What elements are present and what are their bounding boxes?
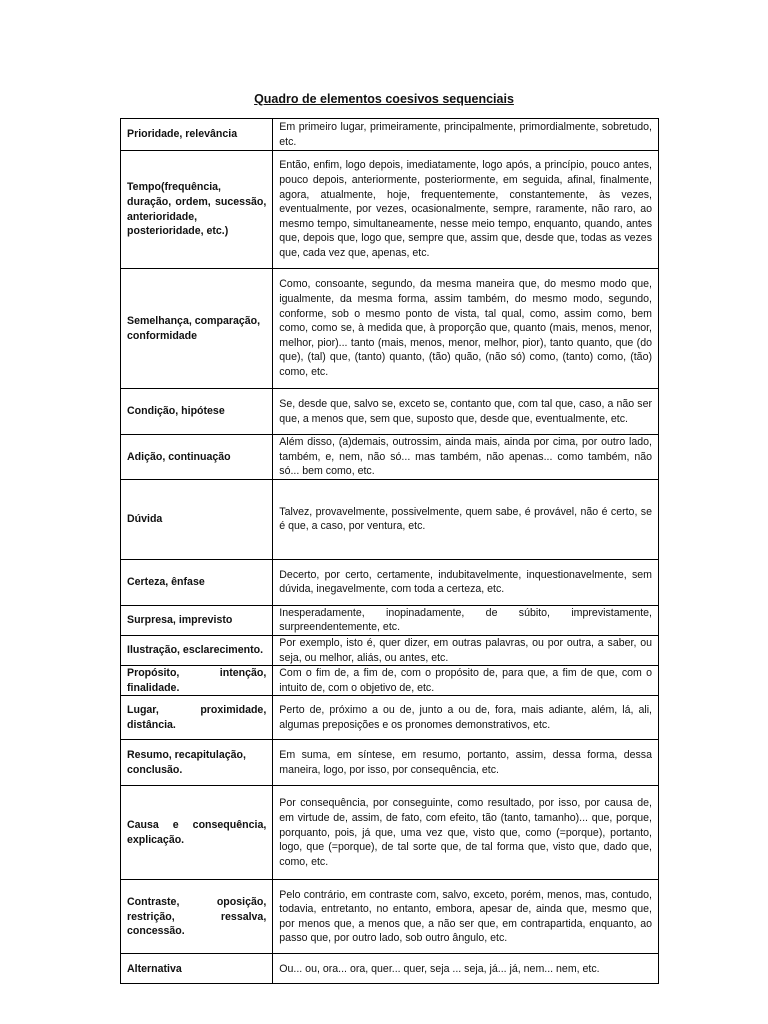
table-row xyxy=(121,151,659,269)
category-cell: Tempo(frequência, duração, ordem, sucessão, anterioridade, posterioridade, etc.) xyxy=(121,151,273,269)
category-cell: Causa e consequência, explicação. xyxy=(121,786,273,880)
category-cell: Certeza, ênfase xyxy=(121,559,273,605)
elements-cell: Em primeiro lugar, primeiramente, principalmente, primordialmente, sobretudo, etc. xyxy=(273,119,659,151)
elements-cell: Por consequência, por conseguinte, como resultado, por isso, por causa de, em virtude de, assim, de fato, com efeito, tão (tanto, tamanho)... que, porque, porquanto, pois, já que, uma vez que, visto que, como (=porque), portanto, logo, que (=porque), de tal sorte que, de tal forma que, visto que, dado que, como, etc. xyxy=(273,786,659,880)
category-cell: Prioridade, relevância xyxy=(121,119,273,151)
table-row xyxy=(121,479,659,559)
elements-cell: Se, desde que, salvo se, exceto se, contanto que, com tal que, caso, a não ser que, a menos que, sem que, suposto que, desde que, eventualmente, etc. xyxy=(273,389,659,435)
table-row xyxy=(121,119,659,151)
table-row xyxy=(121,635,659,665)
elements-cell: Além disso, (a)demais, outrossim, ainda mais, ainda por cima, por outro lado, também, e, nem, não só... mas também, não apenas... como também, não só... bem como, etc. xyxy=(273,435,659,480)
category-cell: Alternativa xyxy=(121,954,273,984)
elements-cell: Como, consoante, segundo, da mesma maneira que, do mesmo modo que, igualmente, da mesma forma, assim também, do mesmo modo, segundo, conforme, sob o mesmo ponto de vista, tal qual, como, assim como, bem como, como se, à medida que, à proporção que, quanto (mais, menos, menor, melhor, pior)... tanto (mais, menos, menor, melhor, pior), tanto quanto, que (do que), (tal) que, (tanto) quanto, (tão) quão, (não só) como, (tanto) como, (tão) como, etc. xyxy=(273,269,659,389)
elements-cell: Com o fim de, a fim de, com o propósito de, para que, a fim de que, com o intuito de, com o objetivo de, etc. xyxy=(273,666,659,696)
table-row xyxy=(121,559,659,605)
category-cell: Dúvida xyxy=(121,479,273,559)
category-cell: Semelhança, comparação, conformidade xyxy=(121,269,273,389)
cohesive-elements-table xyxy=(120,118,659,984)
table-row xyxy=(121,435,659,480)
table-row xyxy=(121,880,659,954)
elements-cell: Então, enfim, logo depois, imediatamente, logo após, a princípio, pouco antes, pouco depois, anteriormente, posteriormente, em seguida, afinal, finalmente, agora, atualmente, hoje, frequentemente, constantemente, às vezes, eventualmente, por vezes, ocasionalmente, sempre, raramente, não raro, ao mesmo tempo, simultaneamente, nesse meio tempo, enquanto, quando, antes que, depois que, logo que, sempre que, assim que, desde que, todas as vezes que, cada vez que, apenas, etc. xyxy=(273,151,659,269)
category-cell: Resumo, recapitulação, conclusão. xyxy=(121,740,273,786)
table-row xyxy=(121,269,659,389)
table-row xyxy=(121,605,659,635)
table-row xyxy=(121,954,659,984)
table-row xyxy=(121,740,659,786)
category-cell: Ilustração, esclarecimento. xyxy=(121,635,273,665)
category-cell: Condição, hipótese xyxy=(121,389,273,435)
category-cell: Propósito, intenção, finalidade. xyxy=(121,666,273,696)
table-row xyxy=(121,666,659,696)
elements-cell: Decerto, por certo, certamente, indubitavelmente, inquestionavelmente, sem dúvida, inegavelmente, com toda a certeza, etc. xyxy=(273,559,659,605)
elements-cell: Ou... ou, ora... ora, quer... quer, seja ... seja, já... já, nem... nem, etc. xyxy=(273,954,659,984)
elements-cell: Por exemplo, isto é, quer dizer, em outras palavras, ou por outra, a saber, ou seja, ou melhor, aliás, ou antes, etc. xyxy=(273,635,659,665)
elements-cell: Perto de, próximo a ou de, junto a ou de, fora, mais adiante, além, lá, ali, algumas preposições e os pronomes demonstrativos, etc. xyxy=(273,696,659,740)
elements-cell: Talvez, provavelmente, possivelmente, quem sabe, é provável, não é certo, se é que, a caso, por ventura, etc. xyxy=(273,479,659,559)
elements-cell: Pelo contrário, em contraste com, salvo, exceto, porém, menos, mas, contudo, todavia, entretanto, no entanto, embora, apesar de, ainda que, mesmo que, por menos que, a menos que, a não ser que, em contrapartida, enquanto, ao passo que, por outro lado, sob outro ângulo, etc. xyxy=(273,880,659,954)
table-row xyxy=(121,389,659,435)
elements-cell: Inesperadamente, inopinadamente, de súbito, imprevistamente, surpreendentemente, etc. xyxy=(273,605,659,635)
table-row xyxy=(121,696,659,740)
elements-cell: Em suma, em síntese, em resumo, portanto, assim, dessa forma, dessa maneira, logo, por isso, por consequência, etc. xyxy=(273,740,659,786)
category-cell: Adição, continuação xyxy=(121,435,273,480)
category-cell: Surpresa, imprevisto xyxy=(121,605,273,635)
category-cell: Lugar, proximidade, distância. xyxy=(121,696,273,740)
document-title: Quadro de elementos coesivos sequenciais xyxy=(254,92,514,106)
table-row xyxy=(121,786,659,880)
category-cell: Contraste, oposição, restrição, ressalva, concessão. xyxy=(121,880,273,954)
